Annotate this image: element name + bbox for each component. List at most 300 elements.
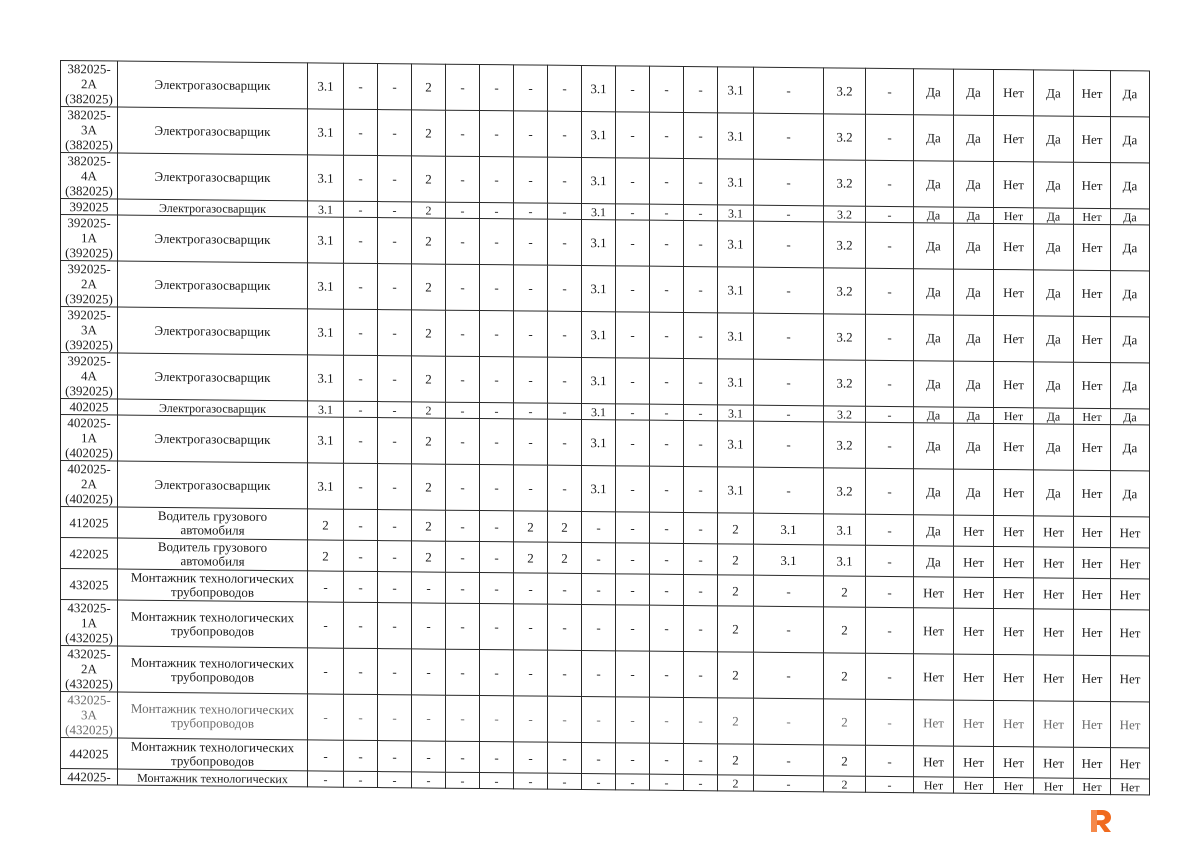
factor-class-cell: - xyxy=(446,695,480,741)
yes-no-cell: Да xyxy=(914,207,954,223)
yes-no-cell: Да xyxy=(914,515,954,546)
factor-class-cell: - xyxy=(616,651,650,697)
factor-class-cell: 2 xyxy=(824,745,866,776)
yes-no-cell: Нет xyxy=(1111,656,1150,702)
yes-no-cell: Да xyxy=(954,315,994,361)
profession-line: трубопроводов xyxy=(171,714,254,731)
factor-class-cell: - xyxy=(514,357,548,403)
yes-no-cell: Нет xyxy=(1111,702,1150,748)
yes-no-cell: Да xyxy=(954,161,994,207)
yes-no-cell: Нет xyxy=(1074,747,1111,778)
workplace-code-cell xyxy=(61,507,118,539)
factor-class-cell: - xyxy=(548,219,582,265)
workplace-code-line: 412025 xyxy=(69,514,109,530)
factor-class-cell: - xyxy=(866,468,914,514)
workplace-code-line: (402025) xyxy=(65,445,113,461)
factor-class-cell: 3.1 xyxy=(718,313,754,359)
workplace-code-cell xyxy=(61,769,118,786)
workplace-code-line: 432025- xyxy=(67,692,111,708)
profession-line: трубопроводов xyxy=(171,622,254,639)
factor-class-cell: 3.1 xyxy=(308,417,344,463)
profession-line: Монтажник технологических xyxy=(130,700,295,717)
factor-class-cell: - xyxy=(514,696,548,742)
factor-class-cell: - xyxy=(344,309,378,355)
factor-class-cell: - xyxy=(344,417,378,463)
factor-class-cell: - xyxy=(480,111,514,157)
profession-cell xyxy=(118,261,308,309)
factor-class-cell: - xyxy=(480,773,514,789)
factor-class-cell: 3.1 xyxy=(308,309,344,355)
factor-class-cell: - xyxy=(378,402,412,418)
yes-no-cell: Нет xyxy=(1074,701,1111,747)
factor-class-cell: - xyxy=(684,574,718,605)
factor-class-cell: 2 xyxy=(412,510,446,541)
factor-class-cell: 2 xyxy=(412,418,446,464)
factor-class-cell: - xyxy=(684,543,718,574)
factor-class-cell: - xyxy=(616,158,650,204)
yes-no-cell: Нет xyxy=(1074,516,1111,547)
factor-class-cell: - xyxy=(650,697,684,743)
yes-no-cell: Да xyxy=(1034,116,1074,162)
workplace-code-line: 392025- xyxy=(67,215,111,231)
factor-class-cell: - xyxy=(548,696,582,742)
yes-no-cell: Да xyxy=(1034,208,1074,224)
factor-class-cell: - xyxy=(446,649,480,695)
factor-class-cell: - xyxy=(616,312,650,358)
yes-no-cell: Нет xyxy=(1074,70,1111,116)
factor-class-cell: - xyxy=(480,573,514,604)
yes-no-cell: Нет xyxy=(1034,747,1074,778)
profession-line: Электрогазосварщик xyxy=(154,322,271,339)
factor-class-cell: - xyxy=(866,360,914,406)
yes-no-cell: Нет xyxy=(1074,362,1111,408)
factor-class-cell: - xyxy=(412,649,446,695)
factor-class-cell: - xyxy=(866,68,914,114)
factor-class-cell: - xyxy=(480,650,514,696)
workplace-code-line: (432025) xyxy=(65,722,113,738)
factor-class-cell: 3.1 xyxy=(308,217,344,263)
yes-no-cell: Нет xyxy=(1111,579,1150,610)
r-logo-icon xyxy=(1089,808,1113,834)
profession-line: Монтажник технологических xyxy=(130,654,295,671)
factor-class-cell: - xyxy=(866,406,914,422)
yes-no-cell: Да xyxy=(1111,225,1150,271)
yes-no-cell: Нет xyxy=(1074,547,1111,578)
factor-class-cell: - xyxy=(548,65,582,111)
factor-class-cell: 3.1 xyxy=(308,109,344,155)
yes-no-cell: Да xyxy=(954,69,994,115)
factor-class-cell: 2 xyxy=(718,775,754,791)
factor-class-cell: 3.1 xyxy=(582,404,616,420)
profession-line: Электрогазосварщик xyxy=(154,368,271,385)
factor-class-cell: - xyxy=(480,219,514,265)
profession-cell xyxy=(118,507,308,540)
factor-class-cell: - xyxy=(684,312,718,358)
factor-class-cell: - xyxy=(446,772,480,788)
factor-class-cell: - xyxy=(480,419,514,465)
yes-no-cell: Нет xyxy=(994,515,1034,546)
factor-class-cell: 3.2 xyxy=(824,222,866,268)
factor-class-cell: - xyxy=(480,311,514,357)
factor-class-cell: - xyxy=(684,743,718,774)
factor-class-cell: - xyxy=(412,695,446,741)
profession-cell xyxy=(118,461,308,509)
factor-class-cell: 2 xyxy=(412,402,446,418)
factor-class-cell: - xyxy=(866,745,914,776)
factor-class-cell: - xyxy=(344,648,378,694)
yes-no-cell: Да xyxy=(954,407,994,423)
workplace-code-cell xyxy=(61,399,118,416)
factor-class-cell: 2 xyxy=(412,356,446,402)
factor-class-cell: - xyxy=(446,603,480,649)
profession-cell xyxy=(118,215,308,263)
factor-class-cell: - xyxy=(616,743,650,774)
yes-no-cell: Да xyxy=(1034,408,1074,424)
factor-class-cell: - xyxy=(616,204,650,220)
factor-class-cell: - xyxy=(480,696,514,742)
factor-class-cell: - xyxy=(582,543,616,574)
yes-no-cell: Нет xyxy=(954,546,994,577)
factor-class-cell: 3.2 xyxy=(824,422,866,468)
yes-no-cell: Да xyxy=(914,315,954,361)
factor-class-cell: - xyxy=(344,109,378,155)
factor-class-cell: 3.1 xyxy=(718,267,754,313)
factor-class-cell: 3.2 xyxy=(824,468,866,514)
workplace-code-line: 422025 xyxy=(69,545,109,561)
factor-class-cell: 3.1 xyxy=(582,204,616,220)
yes-no-cell: Нет xyxy=(954,700,994,746)
factor-class-cell: - xyxy=(378,541,412,572)
workplace-code-line: 392025 xyxy=(69,199,109,215)
factor-class-cell: - xyxy=(446,310,480,356)
factor-class-cell: 2 xyxy=(718,575,754,606)
yes-no-cell: Нет xyxy=(914,577,954,608)
yes-no-cell: Нет xyxy=(1034,609,1074,655)
factor-class-cell: 3.1 xyxy=(308,401,344,417)
factor-class-cell: - xyxy=(548,573,582,604)
factor-class-cell: - xyxy=(616,466,650,512)
yes-no-cell: Нет xyxy=(954,777,994,793)
yes-no-cell: Да xyxy=(954,223,994,269)
workplace-code-cell xyxy=(61,646,118,693)
factor-class-cell: 3.1 xyxy=(754,544,824,576)
factor-class-cell: - xyxy=(446,418,480,464)
factor-class-cell: 3.1 xyxy=(718,221,754,267)
factor-class-cell: - xyxy=(446,402,480,418)
factor-class-cell: - xyxy=(582,605,616,651)
workplace-code-line: 3А xyxy=(81,707,97,723)
profession-line: Водитель грузового xyxy=(157,507,268,524)
yes-no-cell: Нет xyxy=(1111,517,1150,548)
profession-cell xyxy=(118,61,308,109)
workplace-code-cell xyxy=(61,569,118,601)
factor-class-cell: - xyxy=(548,403,582,419)
yes-no-cell: Нет xyxy=(1074,208,1111,224)
factor-class-cell: 3.2 xyxy=(824,114,866,160)
profession-line: Электрогазосварщик xyxy=(154,122,271,139)
factor-class-cell: - xyxy=(650,512,684,543)
yes-no-cell: Нет xyxy=(994,423,1034,469)
factor-class-cell: - xyxy=(480,742,514,773)
factor-class-cell: - xyxy=(344,540,378,571)
factor-class-cell: - xyxy=(616,358,650,404)
factor-class-cell: - xyxy=(378,603,412,649)
factor-class-cell: - xyxy=(446,510,480,541)
factor-class-cell: - xyxy=(616,404,650,420)
factor-class-cell: - xyxy=(446,64,480,110)
factor-class-cell: - xyxy=(446,741,480,772)
workplace-code-line: (392025) xyxy=(65,383,113,399)
factor-class-cell: - xyxy=(480,403,514,419)
factor-class-cell: - xyxy=(412,572,446,603)
yes-no-cell: Нет xyxy=(1074,778,1111,794)
factor-class-cell: 3.1 xyxy=(754,513,824,545)
factor-class-cell: - xyxy=(378,264,412,310)
yes-no-cell: Да xyxy=(1034,224,1074,270)
factor-class-cell: - xyxy=(480,357,514,403)
factor-class-cell: 3.2 xyxy=(824,268,866,314)
factor-class-cell: - xyxy=(754,405,824,422)
factor-class-cell: 2 xyxy=(548,511,582,542)
yes-no-cell: Нет xyxy=(1074,470,1111,516)
yes-no-cell: Нет xyxy=(994,207,1034,223)
factor-class-cell: - xyxy=(344,355,378,401)
factor-class-cell: 2 xyxy=(718,544,754,575)
factor-class-cell: - xyxy=(684,774,718,790)
factor-class-cell: - xyxy=(684,651,718,697)
yes-no-cell: Нет xyxy=(994,654,1034,700)
factor-class-cell: - xyxy=(446,464,480,510)
yes-no-cell: Нет xyxy=(1111,548,1150,579)
yes-no-cell: Нет xyxy=(914,777,954,793)
factor-class-cell: 3.1 xyxy=(824,545,866,576)
factor-class-cell: - xyxy=(412,741,446,772)
yes-no-cell: Нет xyxy=(914,746,954,777)
factor-class-cell: - xyxy=(684,404,718,420)
yes-no-cell: Да xyxy=(1111,163,1150,209)
factor-class-cell: - xyxy=(548,357,582,403)
factor-class-cell: - xyxy=(684,204,718,220)
factor-class-cell: 2 xyxy=(412,310,446,356)
factor-class-cell: - xyxy=(514,742,548,773)
yes-no-cell: Нет xyxy=(994,577,1034,608)
workplace-code-line: 432025 xyxy=(69,576,109,592)
workplace-code-cell xyxy=(61,107,118,154)
factor-class-cell: - xyxy=(616,266,650,312)
yes-no-cell: Нет xyxy=(994,361,1034,407)
yes-no-cell: Да xyxy=(954,361,994,407)
workplace-code-cell xyxy=(61,153,118,200)
yes-no-cell: Нет xyxy=(1034,516,1074,547)
factor-class-cell: 2 xyxy=(718,513,754,544)
workplace-code-line: (382025) xyxy=(65,183,113,199)
yes-no-cell: Нет xyxy=(954,746,994,777)
factor-class-cell: - xyxy=(446,202,480,218)
workplace-code-line: 1А xyxy=(81,230,97,246)
profession-line: трубопроводов xyxy=(171,668,254,685)
factor-class-cell: 2 xyxy=(548,542,582,573)
factor-class-cell: 3.2 xyxy=(824,360,866,406)
yes-no-cell: Нет xyxy=(1034,701,1074,747)
factor-class-cell: - xyxy=(684,112,718,158)
workplace-code-cell xyxy=(61,538,118,570)
factor-class-cell: 3.1 xyxy=(824,514,866,545)
factor-class-cell: - xyxy=(582,743,616,774)
factor-class-cell: - xyxy=(684,420,718,466)
yes-no-cell: Да xyxy=(1111,363,1150,409)
yes-no-cell: Нет xyxy=(1111,610,1150,656)
yes-no-cell: Да xyxy=(1034,316,1074,362)
factor-class-cell: - xyxy=(650,466,684,512)
factor-class-cell: - xyxy=(866,699,914,745)
factor-class-cell: 3.2 xyxy=(824,160,866,206)
factor-class-cell: - xyxy=(650,266,684,312)
factor-class-cell: - xyxy=(650,574,684,605)
yes-no-cell: Нет xyxy=(1074,578,1111,609)
factor-class-cell: - xyxy=(650,158,684,204)
factor-class-cell: - xyxy=(378,218,412,264)
factor-class-cell: - xyxy=(514,65,548,111)
factor-class-cell: - xyxy=(378,418,412,464)
yes-no-cell: Нет xyxy=(994,546,1034,577)
factor-class-cell: 2 xyxy=(412,202,446,218)
factor-class-cell: - xyxy=(514,465,548,511)
yes-no-cell: Да xyxy=(914,361,954,407)
yes-no-cell: Нет xyxy=(1074,408,1111,424)
yes-no-cell: Да xyxy=(914,407,954,423)
profession-cell xyxy=(118,199,308,217)
workplace-code-line: 402025- xyxy=(67,461,111,477)
profession-cell xyxy=(118,415,308,463)
profession-line: Электрогазосварщик xyxy=(154,476,271,493)
yes-no-cell: Нет xyxy=(914,700,954,746)
factor-class-cell: - xyxy=(754,313,824,360)
factor-class-cell: - xyxy=(514,650,548,696)
factor-class-cell: - xyxy=(344,463,378,509)
factor-class-cell: 3.1 xyxy=(308,201,344,217)
factor-class-cell: 2 xyxy=(824,653,866,699)
factor-class-cell: - xyxy=(650,220,684,266)
yes-no-cell: Нет xyxy=(954,608,994,654)
factor-class-cell: - xyxy=(378,572,412,603)
factor-class-cell: - xyxy=(344,155,378,201)
yes-no-cell: Да xyxy=(1111,317,1150,363)
yes-no-cell: Да xyxy=(914,469,954,515)
factor-class-cell: 3.2 xyxy=(824,68,866,114)
factor-class-cell: - xyxy=(866,607,914,653)
yes-no-cell: Нет xyxy=(994,161,1034,207)
factor-class-cell: - xyxy=(378,649,412,695)
factor-class-cell: - xyxy=(616,220,650,266)
factor-class-cell: 2 xyxy=(412,110,446,156)
factor-class-cell: - xyxy=(754,575,824,607)
factor-class-cell: - xyxy=(684,512,718,543)
factor-class-cell: - xyxy=(344,217,378,263)
factor-class-cell: - xyxy=(548,773,582,789)
factor-class-cell: 3.1 xyxy=(718,467,754,513)
factor-class-cell: 3.1 xyxy=(308,355,344,401)
profession-line: Водитель грузового xyxy=(157,538,268,555)
yes-no-cell: Нет xyxy=(994,700,1034,746)
factor-class-cell: - xyxy=(308,740,344,771)
factor-class-cell: - xyxy=(754,421,824,468)
factor-class-cell: - xyxy=(378,156,412,202)
factor-class-cell: - xyxy=(548,311,582,357)
yes-no-cell: Да xyxy=(1111,71,1150,117)
factor-class-cell: - xyxy=(514,111,548,157)
factor-class-cell: 2 xyxy=(412,264,446,310)
factor-class-cell: - xyxy=(446,541,480,572)
workplace-code-line: (432025) xyxy=(65,630,113,646)
factor-class-cell: - xyxy=(480,465,514,511)
factor-class-cell: - xyxy=(684,466,718,512)
yes-no-cell: Да xyxy=(954,423,994,469)
factor-class-cell: - xyxy=(514,157,548,203)
profession-line: Монтажник технологических xyxy=(130,608,295,625)
factor-class-cell: - xyxy=(616,605,650,651)
yes-no-cell: Да xyxy=(1034,70,1074,116)
factor-class-cell: - xyxy=(446,218,480,264)
workplace-code-cell xyxy=(61,215,118,262)
yes-no-cell: Да xyxy=(1111,271,1150,317)
factor-class-cell: - xyxy=(582,574,616,605)
factor-class-cell: 2 xyxy=(824,699,866,745)
profession-line: Монтажник технологических xyxy=(130,569,295,587)
factor-class-cell: - xyxy=(616,66,650,112)
factor-class-cell: - xyxy=(514,573,548,604)
workplace-code-cell xyxy=(61,199,118,216)
profession-cell xyxy=(118,353,308,401)
factor-class-cell: - xyxy=(480,511,514,542)
factor-class-cell: 2 xyxy=(308,540,344,571)
factor-class-cell: - xyxy=(616,512,650,543)
factor-class-cell: - xyxy=(548,604,582,650)
yes-no-cell: Да xyxy=(1111,471,1150,517)
factor-class-cell: - xyxy=(582,774,616,790)
workplace-code-cell xyxy=(61,261,118,308)
factor-class-cell: - xyxy=(650,605,684,651)
workplace-code-line: 382025- xyxy=(67,107,111,123)
factor-class-cell: - xyxy=(480,157,514,203)
yes-no-cell: Нет xyxy=(994,746,1034,777)
factor-class-cell: - xyxy=(684,697,718,743)
factor-class-cell: 2 xyxy=(824,776,866,792)
profession-line: Электрогазосварщик xyxy=(158,400,266,416)
factor-class-cell: - xyxy=(308,648,344,694)
workplace-code-line: 3А xyxy=(81,122,97,138)
yes-no-cell: Да xyxy=(1034,470,1074,516)
factor-class-cell: 3.1 xyxy=(308,263,344,309)
profession-line: Электрогазосварщик xyxy=(154,430,271,447)
factor-class-cell: - xyxy=(754,267,824,314)
yes-no-cell: Нет xyxy=(1034,547,1074,578)
factor-class-cell: - xyxy=(378,741,412,772)
factor-class-cell: - xyxy=(480,604,514,650)
factor-class-cell: 2 xyxy=(412,218,446,264)
yes-no-cell: Нет xyxy=(1074,655,1111,701)
factor-class-cell: - xyxy=(650,774,684,790)
profession-line: трубопроводов xyxy=(171,584,254,600)
yes-no-cell: Да xyxy=(914,546,954,577)
factor-class-cell: 3.1 xyxy=(718,405,754,421)
factor-class-cell: 2 xyxy=(718,652,754,698)
table-body xyxy=(61,61,1150,795)
factor-class-cell: - xyxy=(344,401,378,417)
yes-no-cell: Нет xyxy=(994,608,1034,654)
factor-class-cell: 2 xyxy=(824,607,866,653)
factor-class-cell: - xyxy=(378,110,412,156)
workplace-code-line: 382025- xyxy=(67,61,111,77)
